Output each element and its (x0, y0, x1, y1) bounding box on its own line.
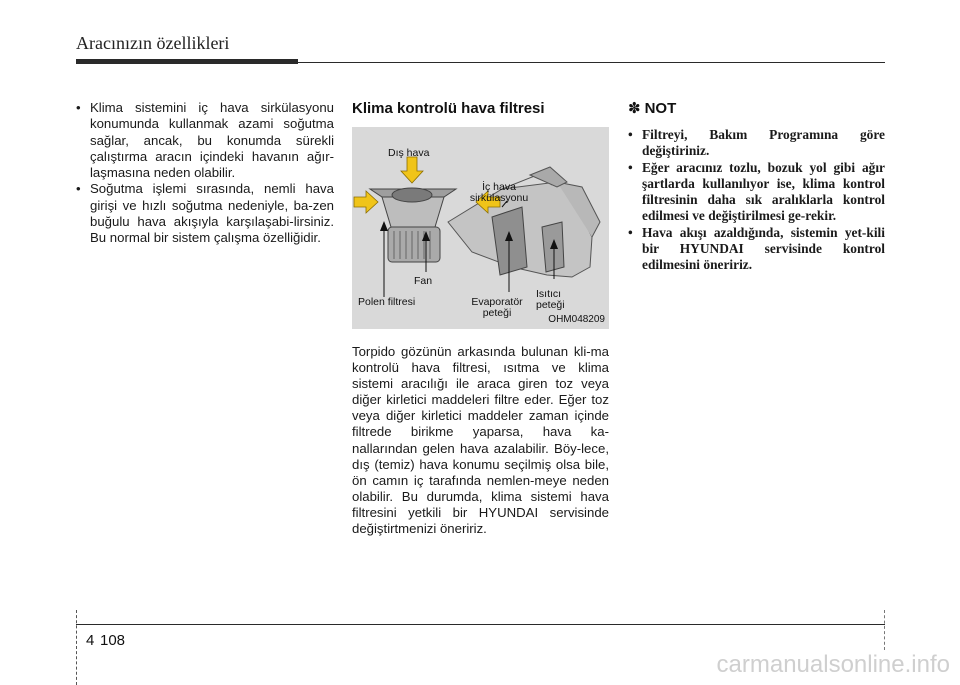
note-heading (628, 100, 885, 118)
note-symbol-icon: ✽ (628, 100, 641, 117)
note-title: NOT (644, 100, 677, 117)
label-evaporator-line1: Evaporatör (471, 296, 523, 308)
label-evaporator (464, 297, 530, 319)
note-list (628, 127, 885, 274)
page-number: 108 (100, 632, 126, 649)
chapter-number: 4 (86, 632, 95, 649)
label-evaporator-line2: peteği (482, 307, 512, 319)
left-bullet-list (76, 100, 334, 247)
figure-code: OHM048209 (548, 314, 605, 325)
left-column (76, 100, 334, 247)
footer-crop-mark-left (76, 610, 77, 685)
section-title: Klima kontrolü hava filtresi (352, 100, 545, 117)
air-filter-diagram (352, 127, 609, 329)
header-rule-thin (298, 62, 885, 63)
label-pollen-filter: Polen filtresi (358, 296, 416, 308)
label-outside-air: Dış hava (388, 147, 430, 159)
right-column (628, 100, 885, 274)
label-recirculation (444, 182, 554, 204)
label-heater-line1: Isıtıcı (536, 288, 562, 300)
note-item: • Eğer aracınız tozlu, bozuk yol gibi ağır şartlarda kullanılıyor ise, klima kontrol filtresinin daha sık aralıklarla kontrol edilmesi ve değiştirilmesi ge-rekir. (628, 160, 885, 225)
header-rule-thick (76, 59, 298, 64)
middle-column (352, 100, 609, 118)
label-recirculation-line1: İç hava (482, 181, 516, 193)
page-header-title: Aracınızın özellikleri (76, 33, 230, 53)
note-item: • Filtreyi, Bakım Programına göre değiştiriniz. (628, 127, 885, 160)
label-heater-line2: peteği (536, 299, 565, 311)
note-item: • Hava akışı azaldığında, sistemin yet-kili bir HYUNDAI servisinde kontrol edilmesini öneririz. (628, 225, 885, 274)
label-heater (536, 289, 565, 311)
label-recirculation-line2: sirkülasyonu (469, 192, 529, 204)
left-bullet-item: • Soğutma işlemi sırasında, nemli hava girişi ve hızlı soğutma nedeniyle, ba-zen buğulu hava akışıyla karşılaşabi-lirsiniz. Bu normal bir sistem çalışma özelliğidir. (76, 181, 334, 246)
label-fan: Fan (414, 275, 433, 287)
watermark: carmanualsonline.info (716, 651, 950, 678)
filter-description: Torpido gözünün arkasında bulunan kli-ma kontrolü hava filtresi, ısıtma ve klima sistemi aracılığı ile araca giren toz veya diğer kirletici maddeleri filtre eder. Eğer toz veya diğer kirletici maddeler zaman içinde filtrede birikme yaparsa, hava ka-nallarından gelen hava azalabilir. Böy-lece, dış (temiz) hava konumu seçilmiş olsa bile, ön camın iç tarafında nemlen-meye neden olabilir. Bu durumda, klima sistemi hava filtresini yetkili bir HYUNDAI servisinde değiştirtmenizi öneririz. (352, 344, 609, 537)
footer-rule (76, 624, 885, 625)
left-bullet-item: • Klima sistemini iç hava sirkülasyonu konumunda kullanmak azami soğutma sağlar, ancak, bu konumda sürekli çalıştırma aracın içindeki havanın ağır-laşmasına neden olabilir. (76, 100, 334, 181)
footer-crop-mark-right (884, 610, 885, 650)
